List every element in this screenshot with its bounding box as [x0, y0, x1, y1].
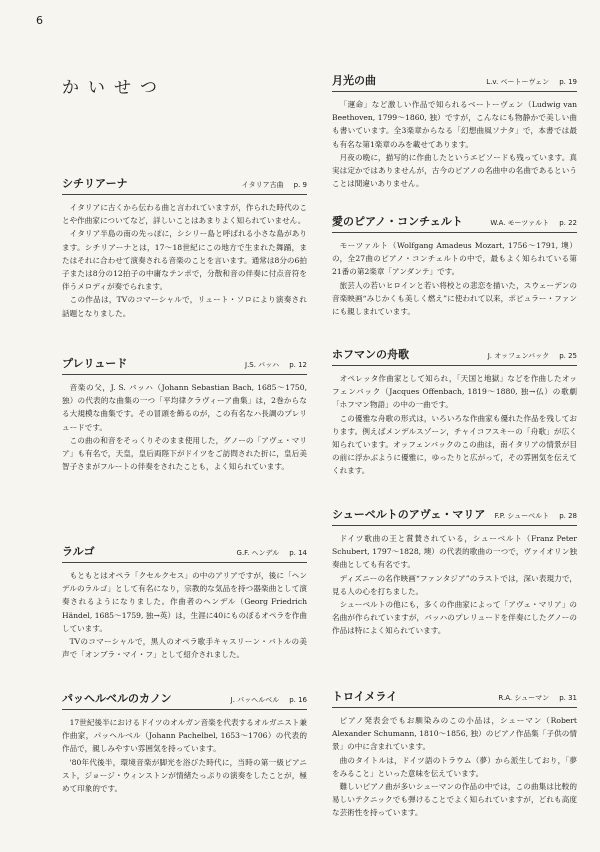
paragraph: モーツァルト（Wolfgang Amadeus Mozart, 1756～1791, 墺）の，全27曲のピアノ・コンチェルトの中で，最もよく知られている第21番の第2楽章「アンダンテ」です。 [332, 241, 577, 277]
section-composer: J. パッヘルベル [230, 696, 280, 704]
paragraph: イタリア半島の南の先っぽに，シシリー島と呼ばれる小さな島があります。シチリアーナとは，17～18世紀にこの地方で生まれた舞踊，またはそれに合わせて演奏される音楽のことを言います。通常は8分の6拍子または8分の12拍子の中庸なテンポで，分散和音の伴奏に付点音符を伴うメロディが奏でられます。 [62, 229, 307, 292]
section-body [62, 569, 307, 661]
section-title: シューベルトのアヴェ・マリア [332, 508, 486, 521]
paragraph: シューベルトの他にも，多くの作曲家によって「アヴェ・マリア」の名曲が作られていますが，バッハのプレリュードを伴奏にしたグノーの作品は特によく知られています。 [332, 600, 577, 636]
section-title: ホフマンの舟歌 [332, 348, 409, 361]
section-prelude [62, 355, 307, 473]
page-number: 6 [36, 14, 43, 27]
paragraph: この優雅な舟歌の形式は，いろいろな作曲家も優れた作品を残しております。例えばメンデルスゾーン，チャイコフスキーの「舟歌」が広く知られています。オッフェンバックのこの曲は，南イタリアの情景が目の前に浮かぶように優雅に，ゆったりと広がって，その雰囲気を伝えてくれます。 [332, 413, 577, 476]
section-body [332, 532, 577, 638]
section-header [62, 543, 307, 563]
section-header [62, 355, 307, 375]
section-header [332, 506, 577, 526]
section-title: パッヘルベルのカノン [62, 692, 172, 705]
paragraph: 17世紀後半におけるドイツのオルガン音楽を代表するオルガニスト兼作曲家，パッヘルベル（Johann Pachelbel, 1653～1706）の代表的作品で，親しみやすい雰囲気を持っています。 [62, 718, 307, 754]
section-page-ref: p. 9 [293, 181, 307, 189]
section-traumerei [332, 688, 577, 820]
section-body [332, 239, 577, 318]
section-title: プレリュード [62, 357, 128, 370]
section-header [332, 72, 577, 92]
section-siciliana [62, 175, 307, 320]
section-body [332, 98, 577, 190]
section-title: 愛のピアノ・コンチェルト [332, 215, 463, 228]
paragraph: 「運命」など激しい作品で知られるベートーヴェン（Ludwig van Beethoven, 1799～1860, 独）ですが，こんなにも物静かで美しい曲も書いています。全3楽章からなる「幻想曲風ソナタ」で，本書では最も有名な第1楽章のみを載せてあります。 [332, 100, 577, 149]
section-page-ref: p. 14 [289, 549, 307, 557]
section-composer: R.A. シューマン [498, 694, 550, 702]
section-composer: L.v. ベートーヴェン [486, 78, 550, 86]
section-piano-concerto [332, 213, 577, 318]
page-title: かいせつ [62, 78, 166, 98]
section-body [62, 716, 307, 795]
section-ave-maria [332, 506, 577, 638]
section-barcarolle [332, 346, 577, 478]
section-composer: G.F. ヘンデル [236, 549, 280, 557]
section-largo [62, 543, 307, 661]
section-moonlight [332, 72, 577, 190]
section-page-ref: p. 22 [559, 219, 577, 227]
paragraph: 難しいピアノ曲が多いシューマンの作品の中では，この曲集は比較的易しいテクニックでも弾けることでよく知られていますが，どれも高度な芸術性を持っています。 [332, 782, 577, 818]
paragraph: ドイツ歌曲の王と賞賛されている，シューベルト（Franz Peter Schubert, 1797～1828, 墺）の代表的歌曲の一つで，ヴァイオリン独奏曲としても有名です。 [332, 534, 577, 570]
paragraph: オペレッタ作曲家として知られ，「天国と地獄」などを作曲したオッフェンバック（Jacques Offenbach, 1819～1880, 独→仏）の歌劇「ホフマン物語」の中の一曲です。 [332, 374, 577, 410]
section-body [332, 372, 577, 478]
section-header [62, 690, 307, 710]
section-composer: J.S. バッハ [245, 361, 280, 369]
section-body [62, 381, 307, 473]
paragraph: ディズニーの名作映画“ファンタジア”のラストでは，深い表現力で，見る人の心を打ちました。 [332, 573, 577, 596]
section-title: ラルゴ [62, 545, 95, 558]
paragraph: もともとはオペラ「クセルクセス」の中のアリアですが，後に「ヘンデルのラルゴ」として有名になり，宗教的な気品を持つ器楽曲として演奏されるようになりました。作曲者のヘンデル（Georg Friedrich Händel, 1685～1759, 独→英）は，生涯に40にものぼるオペラを作曲しています。 [62, 571, 307, 633]
section-composer: J. オッフェンバック [487, 352, 550, 360]
section-composer: W.A. モーツァルト [490, 219, 550, 227]
section-composer: イタリア古曲 [241, 181, 284, 189]
section-body [332, 714, 577, 820]
section-page-ref: p. 25 [559, 352, 577, 360]
paragraph: この曲の和音をそっくりそのまま使用した，グノーの「アヴェ・マリア」も有名で，天皇，皇后両陛下がドイツをご訪問された折に，皇后美智子さまがフルートの伴奏をされたことも，よく知られています。 [62, 435, 307, 472]
section-header [62, 175, 307, 195]
paragraph: '80年代後半，環境音楽が脚光を浴びた時代に，当時の第一級ピアニスト，ジョージ・ウィンストンが情緒たっぷりの演奏をしたことが，極めて印象的です。 [62, 757, 307, 794]
section-body [62, 201, 307, 320]
paragraph: ピアノ発表会でもお馴染みのこの小品は，シューマン（Robert Alexander Schumann, 1810～1856, 独）のピアノ作品集「子供の情景」の中に含まれています。 [332, 716, 577, 752]
paragraph: この作品は，TVのコマーシャルで，リュート・ソロにより演奏され話題となりました。 [62, 295, 307, 318]
section-page-ref: p. 28 [559, 512, 577, 520]
section-page-ref: p. 31 [559, 694, 577, 702]
paragraph: イタリアに古くから伝わる曲と言われていますが，作られた時代のことや作曲家についてなど，詳しいことはあまりよく知られていません。 [62, 203, 307, 226]
section-title: 月光の曲 [332, 74, 376, 87]
paragraph: 曲のタイトルは，ドイツ語のトラウム（夢）から派生しており，「夢をみること」といった意味を伝えています。 [332, 755, 577, 778]
paragraph: TVのコマーシャルで，黒人のオペラ歌手キャスリーン・バトルの美声で「オンブラ・マイ・フ」として紹介されました。 [62, 637, 307, 660]
section-page-ref: p. 19 [559, 78, 577, 86]
section-title: シチリアーナ [62, 177, 128, 190]
section-header [332, 346, 577, 366]
section-header [332, 213, 577, 233]
paragraph: 月夜の晩に，描写的に作曲したというエピソードも残っています。真実は定かではありませんが，古今のピアノの名曲中の名曲であるということは間違いありません。 [332, 152, 577, 189]
section-page-ref: p. 12 [289, 361, 307, 369]
section-canon [62, 690, 307, 795]
section-title: トロイメライ [332, 690, 398, 703]
section-page-ref: p. 16 [289, 696, 307, 704]
paragraph: 音楽の父，J. S. バッハ（Johann Sebastian Bach, 1685～1750, 独）の代表的な曲集の一つ「平均律クラヴィーア曲集」は，2巻からなる大規模な曲集です。その冒頭を飾るのが，この有名なハ長調のプレリュードです。 [62, 383, 307, 432]
section-composer: F.P. シューベルト [494, 512, 550, 520]
section-header [332, 688, 577, 708]
paragraph: 旅芸人の若いヒロインと若い将校との悲恋を描いた，スウェーデンの音楽映画“みじかくも美しく燃え”に使われて以来，ポピュラー・ファンにも親しまれています。 [332, 280, 577, 317]
